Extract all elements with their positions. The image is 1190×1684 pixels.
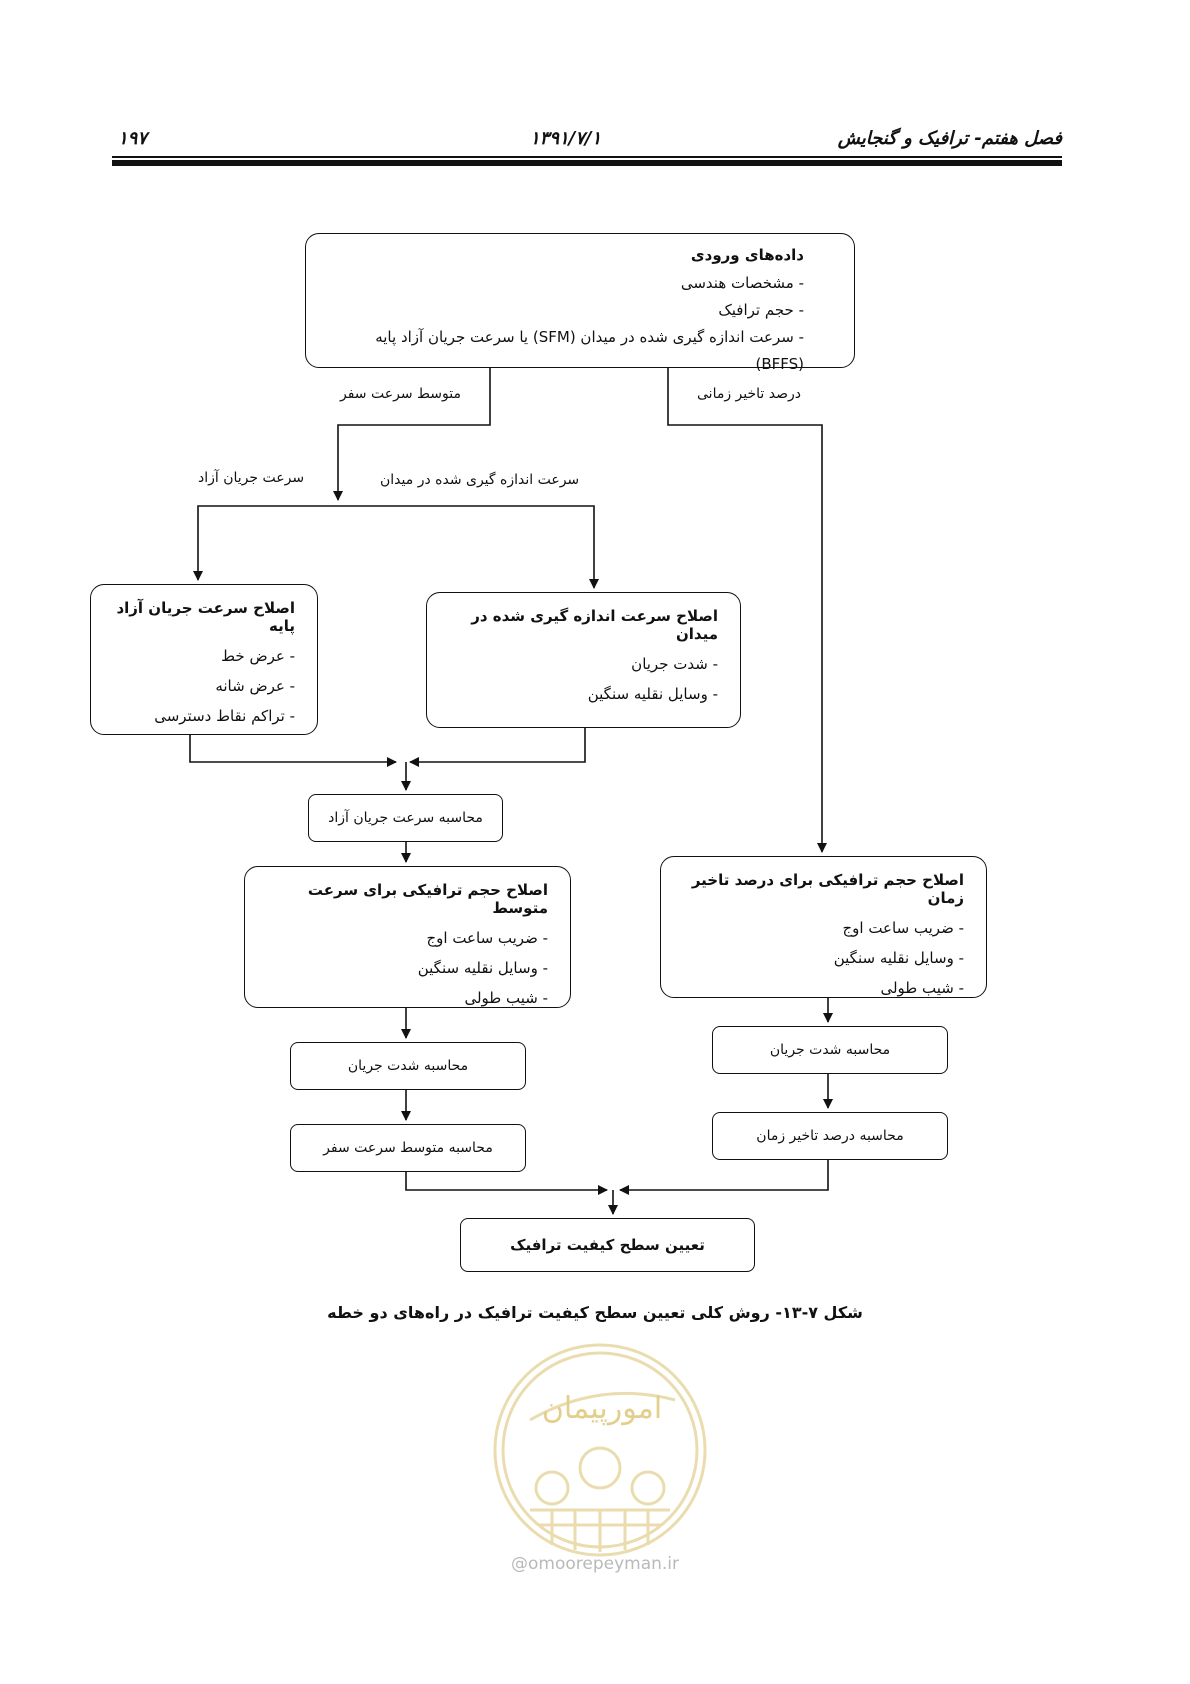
input-item-geometry: - مشخصات هندسی [680, 274, 804, 292]
watermark-logo-icon [490, 1340, 710, 1560]
label-avg-travel-speed: متوسط سرعت سفر [340, 386, 461, 402]
input-data-title: داده‌های ورودی [690, 246, 804, 264]
bffs-item-lane-width: - عرض خط [221, 647, 295, 665]
ats-item-grade: - شیب طولی [464, 989, 548, 1007]
bffs-adjustment-box [90, 584, 318, 735]
ptsf-item-phf: - ضریب ساعت اوج [842, 919, 964, 937]
header-date: ۱۳۹۱/۷/۱ [530, 128, 602, 149]
bffs-item-access-points: - تراکم نقاط دسترسی [154, 707, 295, 725]
edge-sfm-merge [410, 728, 585, 762]
ptsf-volume-title: اصلاح حجم ترافیکی برای درصد تاخیر زمان [691, 871, 964, 907]
input-data-box [305, 233, 855, 373]
calc-avg-travel-speed-box: محاسبه متوسط سرعت سفر [290, 1124, 526, 1172]
watermark-url: @omoorepeyman.ir [510, 1554, 680, 1574]
calc-free-flow-speed-box: محاسبه سرعت جریان آزاد [308, 794, 503, 842]
sfm-adjustment-box [426, 592, 741, 728]
sfm-title: اصلاح سرعت اندازه گیری شده در میدان [471, 607, 718, 643]
edge-ptsf-merge [620, 1160, 828, 1190]
label-field-measured-speed: سرعت اندازه گیری شده در میدان [380, 472, 580, 488]
bffs-item-shoulder-width: - عرض شانه [215, 677, 295, 695]
watermark-logo-text: امورپیمان [541, 1391, 663, 1426]
sfm-item-flow-rate: - شدت جریان [631, 655, 718, 673]
ats-item-heavy-vehicles: - وسایل نقلیه سنگین [417, 959, 548, 977]
ptsf-item-heavy-vehicles: - وسایل نقلیه سنگین [833, 949, 964, 967]
sfm-item-heavy-vehicles: - وسایل نقلیه سنگین [587, 685, 718, 703]
ats-item-phf: - ضریب ساعت اوج [426, 929, 548, 947]
chapter-title: فصل هفتم- ترافیک و گنجایش [837, 128, 1062, 149]
label-percent-time-delay: درصد تاخیر زمانی [697, 386, 801, 402]
edge-split-right [338, 506, 594, 588]
calc-percent-time-delay-box: محاسبه درصد تاخیر زمان [712, 1112, 948, 1160]
calc-flow-rate-right-box: محاسبه شدت جریان [712, 1026, 948, 1074]
figure-caption: شکل ۷-۱۳- روش کلی تعیین سطح کیفیت ترافیک در راه‌های دو خطه [327, 1303, 863, 1322]
ats-volume-adjustment-box [244, 866, 571, 1008]
calc-flow-rate-left-box: محاسبه شدت جریان [290, 1042, 526, 1090]
ptsf-volume-adjustment-box [660, 856, 987, 998]
input-item-volume: - حجم ترافیک [718, 301, 804, 319]
input-item-speed: - سرعت اندازه گیری شده در میدان (SFM) یا سرعت جریان آزاد پایه (BFFS) [375, 328, 804, 373]
ats-volume-title: اصلاح حجم ترافیکی برای سرعت متوسط [307, 881, 548, 917]
edge-bffs-merge [190, 735, 396, 762]
edge-split-left [198, 506, 338, 580]
label-free-flow-speed: سرعت جریان آزاد [198, 470, 305, 486]
ptsf-item-grade: - شیب طولی [880, 979, 964, 997]
page-number: ۱۹۷ [118, 128, 148, 149]
bffs-title: اصلاح سرعت جریان آزاد پایه [116, 599, 295, 635]
level-of-service-box: تعیین سطح کیفیت ترافیک [460, 1218, 755, 1272]
